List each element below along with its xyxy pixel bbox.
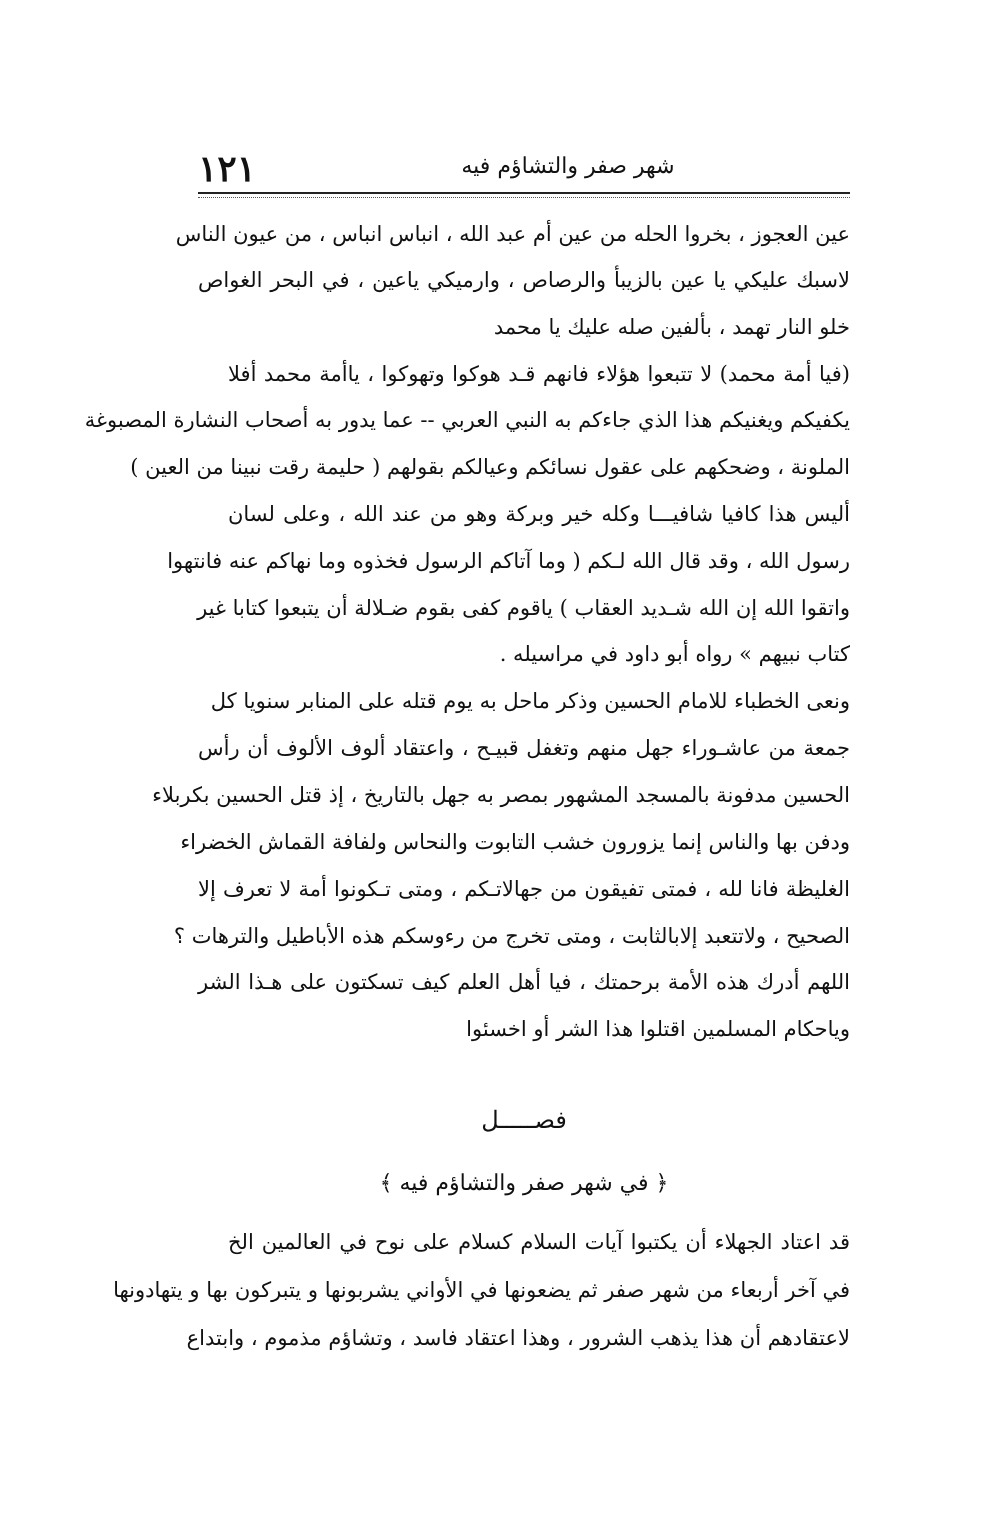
text-line: في آخر أربعاء من شهر صفر ثم يضعونها في الأواني يشربونها و يتبركون بها و يتهادونها [113, 1278, 850, 1302]
text-line: أليس هذا كافيا شافيـــا وكله خير وبركة وهو من عند الله ، وعلى لسان [228, 502, 850, 526]
text-line: (فيا أمة محمد) لا تتبعوا هؤلاء فانهم قـد هوكوا وتهوكوا ، ياأمة محمد أفلا [228, 362, 850, 386]
text-line: الحسين مدفونة بالمسجد المشهور بمصر به جهل بالتاريخ ، إذ قتل الحسين بكربلاء [152, 783, 850, 807]
text-line: قد اعتاد الجهلاء أن يكتبوا آيات السلام كسلام على نوح في العالمين الخ [228, 1230, 850, 1254]
text-line: لاعتقادهم أن هذا يذهب الشرور ، وهذا اعتقاد فاسد ، وتشاؤم مذموم ، وابتداع [186, 1326, 850, 1350]
header-rule [198, 192, 850, 194]
header-rule-dotted [198, 197, 850, 198]
section-subtitle: ﴿ في شهر صفر والتشاؤم فيه ﴾ [379, 1171, 669, 1196]
text-line: عين العجوز ، بخروا الحله من عين أم عبد الله ، انباس انباس ، من عيون الناس [175, 222, 850, 246]
text-line: خلو النار تهمد ، بألفين صله عليك يا محمد [493, 315, 850, 339]
running-title: شهر صفر والتشاؤم فيه [461, 154, 675, 179]
page-header [198, 148, 850, 188]
text-line: الملونة ، وضحكهم على عقول نسائكم وعيالكم بقولهم ( حليمة رقت نبينا من العين ) [130, 455, 850, 479]
text-line: لاسبك عليكي يا عين بالزيبأ والرصاص ، وارميكي ياعين ، في البحر الغواص [198, 268, 850, 292]
text-line: جمعة من عاشـوراء جهل منهم وتغفل قبيـح ، واعتقاد ألوف الألوف أن رأس [198, 736, 850, 760]
page-number: ١٢١ [198, 148, 257, 190]
text-line: الغليظة فانا لله ، فمتى تفيقون من جهالاتـكم ، ومتى تـكونوا أمة لا تعرف إلا [198, 877, 850, 901]
text-line: يكفيكم ويغنيكم هذا الذي جاءكم به النبي العربي -- عما يدور به أصحاب النشارة المصبوغة [84, 408, 850, 432]
text-line: كتاب نبيهم » رواه أبو داود في مراسيله . [499, 642, 850, 666]
text-line: رسول الله ، وقد قال الله لـكم ( وما آتاكم الرسول فخذوه وما نهاكم عنه فانتهوا [167, 549, 850, 573]
text-line: ودفن بها والناس إنما يزورون خشب التابوت والنحاس ولفافة القماش الخضراء [180, 830, 850, 854]
section-title: فصـــــل [481, 1106, 567, 1134]
text-line: اللهم أدرك هذه الأمة برحمتك ، فيا أهل العلم كيف تسكتون على هـذا الشر [198, 970, 850, 994]
text-line: وياحكام المسلمين اقتلوا هذا الشر أو اخسئوا [466, 1017, 850, 1041]
text-line: الصحيح ، ولاتتعبد إلابالثابت ، ومتى تخرج من رءوسكم هذه الأباطيل والترهات ؟ [173, 924, 850, 948]
text-line: ونعى الخطباء للامام الحسين وذكر ماحل به يوم قتله على المنابر سنويا كل [210, 689, 850, 713]
text-line: واتقوا الله إن الله شـديد العقاب ) ياقوم كفى بقوم ضـلالة أن يتبعوا كتابا غير [197, 596, 850, 620]
